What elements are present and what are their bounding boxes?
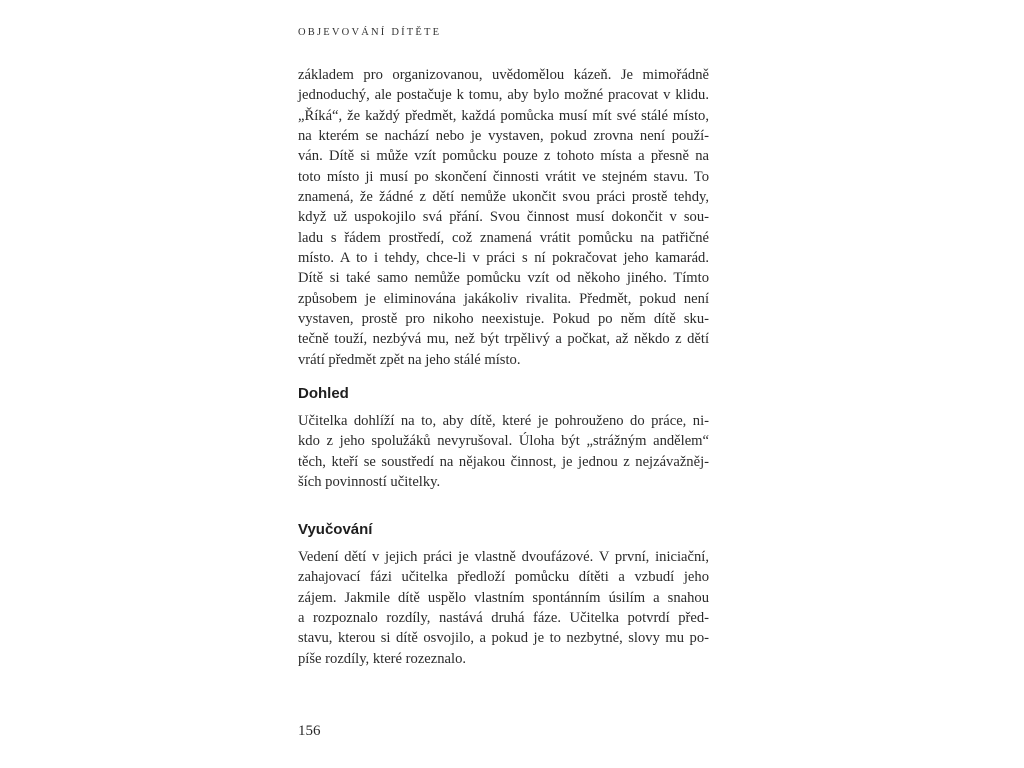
text-line: vystaven, prostě pro nikoho neexistuje. Pokud po něm dítě sku- xyxy=(298,311,709,328)
section-heading-dohled: Dohled xyxy=(298,385,349,402)
text-line: píše rozdíly, které rozeznalo. xyxy=(298,650,467,667)
text-line: Učitelka dohlíží na to, aby dítě, které je pohrouženo do práce, ni- xyxy=(298,413,709,429)
text-line: ších povinností učitelky. xyxy=(298,474,441,491)
text-line: kdo z jeho spolužáků nevyrušoval. Úloha být „strážným andělem“ xyxy=(298,433,709,450)
text-line: zájem. Jakmile dítě uspělo vlastním spontánním úsilím a snahou xyxy=(298,589,709,606)
text-line: Dítě si také samo nemůže pomůcku vzít od někoho jiného. Tímto xyxy=(298,270,709,287)
paragraph-dohled xyxy=(298,411,709,492)
text-line: tečně touží, nezbývá mu, než být trpělivý a počkat, až někdo z dětí xyxy=(298,331,709,348)
text-line: způsobem je eliminována jakákoliv rivalita. Předmět, pokud není xyxy=(298,290,709,307)
text-line: Vedení dětí v jejich práci je vlastně dvoufázové. V první, iniciační, xyxy=(298,549,709,565)
running-head: OBJEVOVÁNÍ DÍTĚTE xyxy=(298,27,442,38)
text-line: místo. A to i tehdy, chce-li v práci s ní pokračovat jeho kamarád. xyxy=(298,250,709,267)
text-line: vrátí předmět zpět na jeho stálé místo. xyxy=(298,351,521,368)
text-line: zahajovací fázi učitelka předloží pomůcku dítěti a vzbudí jeho xyxy=(298,569,709,586)
text-line: „Říká“, že každý předmět, každá pomůcka musí mít své stálé místo, xyxy=(298,107,709,124)
text-line: když už uspokojilo svá přání. Svou činnost musí dokončit v sou- xyxy=(298,209,709,226)
text-line: základem pro organizovanou, uvědomělou kázeň. Je mimořádně xyxy=(298,67,709,83)
text-line: jednoduchý, ale postačuje k tomu, aby bylo možné pracovat v klidu. xyxy=(298,87,709,104)
text-line: ván. Dítě si může vzít pomůcku pouze z tohoto místa a přesně na xyxy=(298,148,709,165)
page-number: 156 xyxy=(298,723,321,739)
text-line: toto místo ji musí po skončení činnosti vrátit ve stejném stavu. To xyxy=(298,168,709,185)
paragraph-vyucovani xyxy=(298,547,709,669)
text-line: znamená, že žádné z dětí nemůže ukončit svou práci prostě tehdy, xyxy=(298,189,709,206)
section-heading-vyucovani: Vyučování xyxy=(298,521,373,538)
text-line: a rozpoznalo rozdíly, nastává druhá fáze. Učitelka potvrdí před- xyxy=(298,610,709,627)
text-line: na kterém se nachází nebo je vystaven, pokud zrovna není použí- xyxy=(298,128,709,145)
text-line: stavu, kterou si dítě osvojilo, a pokud je to nezbytné, slovy mu po- xyxy=(298,630,709,647)
text-line: ladu s řádem prostředí, což znamená vrátit pomůcku na patřičné xyxy=(298,229,709,246)
text-line: těch, kteří se soustředí na nějakou činnost, je jednou z nejzávažněj- xyxy=(298,453,709,470)
paragraph-kazen xyxy=(298,65,709,370)
